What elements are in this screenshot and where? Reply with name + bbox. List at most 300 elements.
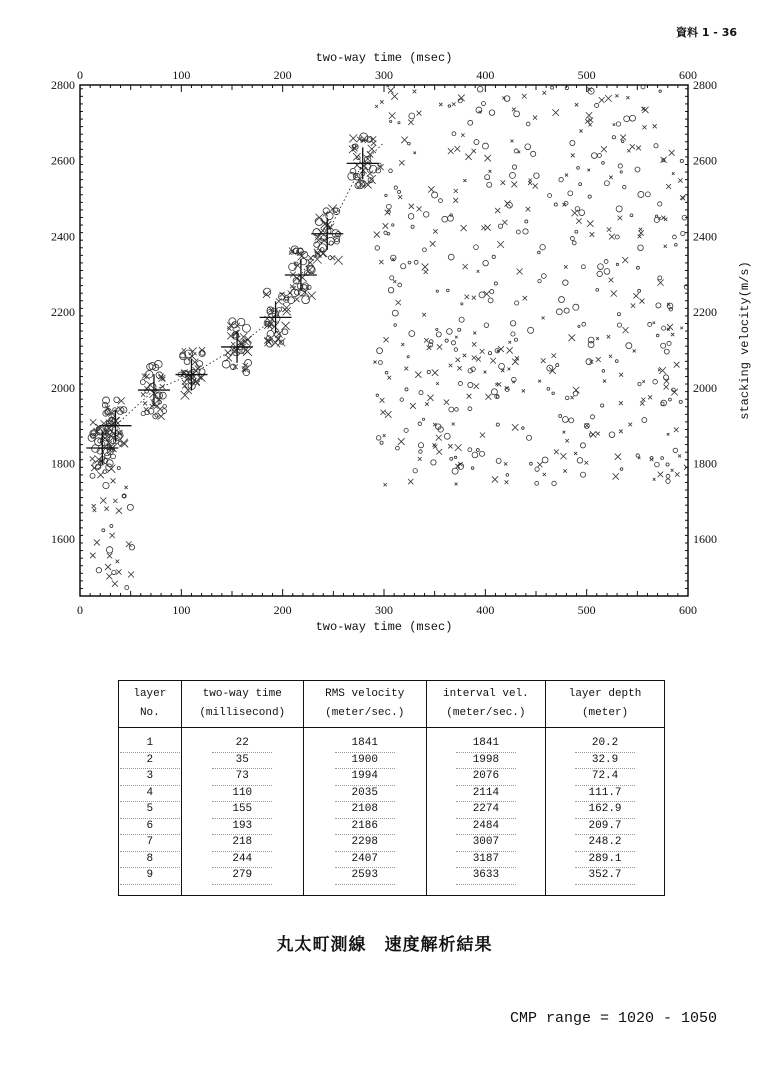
scatter-point-cross xyxy=(522,389,525,392)
scatter-point-cross xyxy=(633,293,638,298)
scatter-point-cross xyxy=(321,229,325,233)
scatter-point-cross xyxy=(455,444,462,451)
scatter-point-cross xyxy=(573,387,580,394)
scatter-point-circle xyxy=(559,297,565,303)
scatter-point-cross xyxy=(380,100,383,103)
scatter-point-cross xyxy=(599,97,605,103)
scatter-point-cross xyxy=(489,170,492,173)
scatter-point-cross xyxy=(653,124,657,128)
table-cell xyxy=(119,728,182,753)
scatter-point-circle xyxy=(648,322,652,326)
scatter-point-cross xyxy=(575,103,578,106)
table-cell xyxy=(546,728,665,753)
scatter-point-cross xyxy=(586,112,592,118)
plot-frame xyxy=(80,85,688,596)
scatter-point-circle xyxy=(620,468,623,471)
scatter-point-circle xyxy=(630,214,633,217)
header-line-1: two-way time xyxy=(202,688,282,700)
table-cell xyxy=(546,786,665,803)
scatter-point-circle xyxy=(559,177,563,181)
x-tick-label-top: 500 xyxy=(577,68,596,82)
scatter-point-cross xyxy=(669,150,675,156)
scatter-point-circle xyxy=(389,169,393,173)
scatter-point-circle xyxy=(385,194,387,196)
scatter-point-cross xyxy=(294,297,299,302)
scatter-point-circle xyxy=(245,359,252,366)
cell-value: 162.9 xyxy=(575,802,635,819)
scatter-point-circle xyxy=(450,214,453,217)
scatter-point-cross xyxy=(563,431,566,434)
scatter-point-cross xyxy=(554,449,559,454)
scatter-point-circle xyxy=(448,254,454,260)
cell-value: 3007 xyxy=(456,835,516,852)
scatter-point-cross xyxy=(607,227,611,231)
scatter-point-cross xyxy=(415,372,421,378)
scatter-point-circle xyxy=(409,113,415,119)
scatter-point-circle xyxy=(398,283,402,287)
scatter-point-circle xyxy=(455,408,459,412)
scatter-point-circle xyxy=(163,404,167,408)
scatter-point-cross xyxy=(472,342,476,346)
scatter-point-circle xyxy=(591,153,597,159)
scatter-point-circle xyxy=(579,210,585,216)
scatter-point-cross xyxy=(609,355,612,358)
scatter-point-circle xyxy=(514,111,520,117)
header-line-1: layer depth xyxy=(568,688,642,700)
scatter-point-cross xyxy=(626,96,629,99)
scatter-point-cross xyxy=(472,149,476,153)
scatter-point-cross xyxy=(100,497,106,503)
table-header-row xyxy=(119,681,665,728)
scatter-point-circle xyxy=(375,246,380,251)
scatter-point-circle xyxy=(531,151,536,156)
scatter-point-cross xyxy=(497,382,501,386)
scatter-point-cross xyxy=(454,146,460,152)
scatter-point-cross xyxy=(587,87,592,92)
scatter-point-cross xyxy=(110,533,115,538)
scatter-point-circle xyxy=(498,224,502,228)
cell-value: 2274 xyxy=(456,802,516,819)
page-reference: 資料 1 - 36 xyxy=(675,26,737,39)
scatter-point-cross xyxy=(502,220,507,225)
scatter-point-circle xyxy=(390,120,392,122)
scatter-point-cross xyxy=(424,338,429,343)
scatter-point-circle xyxy=(418,443,423,448)
scatter-point-circle xyxy=(564,308,569,313)
scatter-point-cross xyxy=(642,107,648,113)
cell-value: 6 xyxy=(120,819,180,836)
scatter-point-circle xyxy=(616,206,622,212)
scatter-point-cross xyxy=(627,149,630,152)
scatter-point-circle xyxy=(570,236,574,240)
scatter-point-cross xyxy=(563,469,566,472)
x-tick-label-bottom: 100 xyxy=(172,603,191,617)
scatter-point-cross xyxy=(653,322,656,325)
scatter-point-circle xyxy=(638,191,644,197)
scatter-point-circle xyxy=(638,382,641,385)
scatter-point-circle xyxy=(385,371,388,374)
header-line-1: layer xyxy=(133,688,167,700)
scatter-point-circle xyxy=(617,313,620,316)
cell-value: 110 xyxy=(212,786,272,803)
scatter-point-circle xyxy=(242,324,250,332)
scatter-point-circle xyxy=(423,212,429,218)
x-tick-label-top: 0 xyxy=(77,68,83,82)
scatter-point-cross xyxy=(543,473,546,476)
scatter-point-circle xyxy=(398,122,400,124)
scatter-point-cross xyxy=(529,179,532,182)
scatter-point-circle xyxy=(110,525,113,528)
y-tick-label-left: 1800 xyxy=(51,456,75,471)
table-row xyxy=(119,868,665,895)
scatter-point-circle xyxy=(661,457,664,460)
cell-value: 3633 xyxy=(456,868,516,885)
scatter-point-circle xyxy=(656,303,661,308)
scatter-point-circle xyxy=(488,352,491,355)
scatter-point-cross xyxy=(576,218,581,223)
scatter-point-cross xyxy=(590,431,597,438)
scatter-point-cross xyxy=(433,229,437,233)
scatter-point-circle xyxy=(642,418,647,423)
scatter-point-cross xyxy=(387,376,391,380)
scatter-point-cross xyxy=(674,427,679,432)
scatter-point-cross xyxy=(571,153,575,157)
scatter-point-circle xyxy=(489,110,494,115)
table-cell xyxy=(426,728,545,753)
scatter-point-cross xyxy=(283,307,288,312)
scatter-point-cross xyxy=(383,337,388,342)
scatter-point-cross xyxy=(433,443,437,447)
scatter-point-cross xyxy=(552,109,559,116)
scatter-point-cross xyxy=(565,439,568,442)
cell-value: 4 xyxy=(120,786,180,803)
scatter-point-cross xyxy=(596,432,600,436)
cell-value: 1841 xyxy=(335,736,395,753)
cmp-range-label: CMP range = 1020 - 1050 xyxy=(509,1010,717,1027)
scatter-point-cross xyxy=(410,403,416,409)
scatter-point-circle xyxy=(588,337,594,343)
cell-value: 35 xyxy=(212,753,272,770)
scatter-point-cross xyxy=(389,112,396,119)
table-header-cell xyxy=(426,681,545,728)
scatter-point-circle xyxy=(667,341,671,345)
x-axis-title-top: two-way time (msec) xyxy=(315,51,453,65)
scatter-point-circle xyxy=(472,452,478,458)
table-cell xyxy=(119,868,182,895)
scatter-point-circle xyxy=(618,164,622,168)
scatter-point-circle xyxy=(597,271,602,276)
scatter-point-circle xyxy=(488,298,493,303)
scatter-point-circle xyxy=(602,370,605,373)
scatter-point-cross xyxy=(454,189,458,193)
scatter-point-cross xyxy=(522,94,527,99)
scatter-point-cross xyxy=(511,181,517,187)
scatter-point-circle xyxy=(556,364,559,367)
cell-value: 2298 xyxy=(335,835,395,852)
cell-value: 73 xyxy=(212,769,272,786)
table-cell xyxy=(119,802,182,819)
scatter-point-circle xyxy=(380,441,383,444)
scatter-point-circle xyxy=(490,290,494,294)
scatter-point-cross xyxy=(433,444,437,448)
velocity-pick-marker xyxy=(347,147,379,179)
velocity-results-table xyxy=(118,680,665,896)
scatter-point-cross xyxy=(484,155,490,161)
table-cell xyxy=(303,835,426,852)
scatter-point-cross xyxy=(571,210,578,217)
scatter-point-circle xyxy=(645,192,650,197)
scatter-point-circle xyxy=(551,86,554,89)
scatter-point-cross xyxy=(404,366,408,370)
scatter-point-cross xyxy=(504,200,510,206)
scatter-point-cross xyxy=(146,381,154,389)
cell-value: 111.7 xyxy=(575,786,635,803)
scatter-point-cross xyxy=(601,146,607,152)
scatter-point-cross xyxy=(620,135,626,141)
scatter-point-circle xyxy=(621,140,624,143)
scatter-point-circle xyxy=(112,570,116,574)
scatter-point-cross xyxy=(436,449,442,455)
scatter-point-circle xyxy=(636,266,639,269)
scatter-point-cross xyxy=(481,226,486,231)
scatter-point-circle xyxy=(666,463,669,466)
scatter-point-circle xyxy=(655,462,660,467)
table-row xyxy=(119,786,665,803)
scatter-point-circle xyxy=(106,460,113,467)
scatter-point-cross xyxy=(90,553,95,558)
scatter-point-circle xyxy=(452,468,458,474)
scatter-point-circle xyxy=(451,341,455,345)
cell-value: 1 xyxy=(120,736,180,753)
scatter-point-circle xyxy=(679,400,682,403)
scatter-point-circle xyxy=(499,363,505,369)
scatter-point-cross xyxy=(413,90,417,94)
table-cell xyxy=(546,852,665,869)
scatter-point-circle xyxy=(658,202,662,206)
cell-value: 209.7 xyxy=(575,819,635,836)
scatter-point-circle xyxy=(638,245,644,251)
scatter-point-cross xyxy=(375,105,378,108)
y-tick-label-left: 2000 xyxy=(51,380,75,395)
cell-value: 2 xyxy=(120,753,180,770)
scatter-point-circle xyxy=(666,479,670,483)
scatter-point-cross xyxy=(463,264,468,269)
scatter-point-circle xyxy=(436,290,438,292)
scatter-point-circle xyxy=(578,325,580,327)
scatter-point-cross xyxy=(560,453,566,459)
table-cell xyxy=(546,835,665,852)
scatter-point-cross xyxy=(417,206,422,211)
scatter-point-circle xyxy=(418,422,421,425)
scatter-point-cross xyxy=(504,462,507,465)
scatter-point-circle xyxy=(673,448,677,452)
scatter-point-cross xyxy=(126,541,132,547)
scatter-point-cross xyxy=(455,336,458,339)
scatter-point-cross xyxy=(615,454,621,460)
cell-value: 32.9 xyxy=(575,753,635,770)
scatter-point-cross xyxy=(492,476,498,482)
scatter-point-cross xyxy=(579,129,582,132)
table-cell xyxy=(303,753,426,770)
scatter-point-circle xyxy=(588,195,591,198)
header-line-2: (meter/sec.) xyxy=(446,707,526,719)
scatter-point-circle xyxy=(663,375,668,380)
scatter-point-circle xyxy=(635,167,640,172)
scatter-point-cross xyxy=(671,469,674,472)
scatter-point-circle xyxy=(510,172,516,178)
scatter-point-cross xyxy=(391,93,398,100)
scatter-point-circle xyxy=(674,243,677,246)
scatter-point-cross xyxy=(105,564,111,570)
scatter-point-circle xyxy=(522,427,525,430)
scatter-point-circle xyxy=(662,326,666,330)
scatter-point-circle xyxy=(602,162,605,165)
scatter-point-circle xyxy=(512,165,516,169)
scatter-point-circle xyxy=(140,380,145,385)
cell-value: 2035 xyxy=(335,786,395,803)
cell-value: 72.4 xyxy=(575,769,635,786)
scatter-point-circle xyxy=(484,323,489,328)
scatter-point-circle xyxy=(96,568,101,573)
scatter-point-circle xyxy=(384,231,387,234)
scatter-point-cross xyxy=(92,504,96,508)
scatter-point-cross xyxy=(565,174,568,177)
scatter-point-cross xyxy=(231,342,235,346)
scatter-point-circle xyxy=(514,338,517,341)
scatter-point-cross xyxy=(639,299,644,304)
scatter-point-circle xyxy=(394,324,397,327)
scatter-point-circle xyxy=(376,436,381,441)
table-cell xyxy=(119,852,182,869)
scatter-point-cross xyxy=(678,178,682,182)
header-line-2: No. xyxy=(139,707,160,719)
scatter-point-cross xyxy=(380,398,385,403)
scatter-point-circle xyxy=(436,332,441,337)
table-cell xyxy=(119,819,182,836)
scatter-point-circle xyxy=(547,387,550,390)
scatter-point-circle xyxy=(388,287,394,293)
scatter-point-cross xyxy=(94,539,100,545)
scatter-point-circle xyxy=(580,443,585,448)
scatter-point-circle xyxy=(401,264,406,269)
cell-value: 1994 xyxy=(335,769,395,786)
y-tick-label-right: 2800 xyxy=(693,78,717,92)
scatter-point-circle xyxy=(222,360,230,368)
table-cell xyxy=(119,786,182,803)
scatter-point-circle xyxy=(556,309,562,315)
cell-value: 5 xyxy=(120,802,180,819)
cell-value: 2484 xyxy=(456,819,516,836)
x-tick-label-bottom: 200 xyxy=(273,603,292,617)
table-cell xyxy=(181,769,303,786)
table-cell xyxy=(303,769,426,786)
scatter-point-circle xyxy=(477,86,483,92)
scatter-point-circle xyxy=(392,224,394,226)
table-row xyxy=(119,753,665,770)
cell-value: 2186 xyxy=(335,819,395,836)
scatter-point-cross xyxy=(511,140,514,143)
scatter-point-circle xyxy=(664,349,669,354)
scatter-point-circle xyxy=(147,364,153,370)
table-row xyxy=(119,852,665,869)
scatter-point-circle xyxy=(577,167,580,170)
scatter-point-cross xyxy=(590,232,595,237)
scatter-point-circle xyxy=(378,361,382,365)
scatter-point-cross xyxy=(512,107,516,111)
scatter-point-cross xyxy=(143,401,147,405)
scatter-point-cross xyxy=(619,429,623,433)
scatter-point-circle xyxy=(127,504,133,510)
scatter-point-circle xyxy=(90,473,95,478)
cell-value: 2407 xyxy=(335,852,395,869)
scatter-point-cross xyxy=(495,383,497,385)
scatter-point-cross xyxy=(564,265,567,268)
cell-value: 2076 xyxy=(456,769,516,786)
scatter-point-circle xyxy=(562,417,568,423)
scatter-point-cross xyxy=(398,438,405,445)
scatter-point-circle xyxy=(102,529,105,532)
scatter-point-cross xyxy=(603,379,606,382)
scatter-point-circle xyxy=(540,244,545,249)
scatter-point-cross xyxy=(374,232,380,238)
scatter-point-circle xyxy=(598,264,604,270)
scatter-point-circle xyxy=(604,260,608,264)
scatter-point-circle xyxy=(483,260,488,265)
scatter-point-cross xyxy=(517,268,523,274)
scatter-point-cross xyxy=(436,382,439,385)
scatter-point-cross xyxy=(144,407,149,412)
scatter-point-circle xyxy=(141,411,145,415)
scatter-point-circle xyxy=(302,296,310,304)
scatter-point-circle xyxy=(680,159,683,162)
scatter-point-circle xyxy=(444,433,450,439)
scatter-point-circle xyxy=(601,404,604,407)
table-cell xyxy=(546,753,665,770)
scatter-point-cross xyxy=(680,327,683,330)
table-cell xyxy=(181,802,303,819)
scatter-point-cross xyxy=(657,280,663,286)
scatter-point-cross xyxy=(587,169,590,172)
scatter-point-circle xyxy=(479,451,484,456)
scatter-point-cross xyxy=(537,462,542,467)
velocity-pick-marker xyxy=(311,218,343,250)
scatter-point-circle xyxy=(525,144,531,150)
scatter-point-circle xyxy=(538,279,541,282)
table-cell xyxy=(426,769,545,786)
table-cell xyxy=(303,819,426,836)
scatter-point-circle xyxy=(407,356,409,358)
scatter-point-circle xyxy=(620,171,622,173)
scatter-point-circle xyxy=(573,304,579,310)
scatter-point-circle xyxy=(459,317,464,322)
scatter-point-cross xyxy=(476,357,481,362)
x-tick-label-top: 400 xyxy=(476,68,495,82)
scatter-point-cross xyxy=(671,389,678,396)
scatter-point-circle xyxy=(474,139,479,144)
scatter-point-cross xyxy=(671,333,674,336)
scatter-point-circle xyxy=(289,263,297,271)
scatter-point-cross xyxy=(542,316,545,319)
scatter-point-cross xyxy=(418,457,422,461)
cell-value: 2593 xyxy=(335,868,395,885)
scatter-point-circle xyxy=(542,457,548,463)
scatter-point-cross xyxy=(97,472,104,479)
scatter-point-cross xyxy=(234,323,239,328)
scatter-point-cross xyxy=(512,424,519,431)
scatter-point-circle xyxy=(102,402,108,408)
scatter-point-cross xyxy=(128,571,134,577)
scatter-point-cross xyxy=(151,399,160,408)
